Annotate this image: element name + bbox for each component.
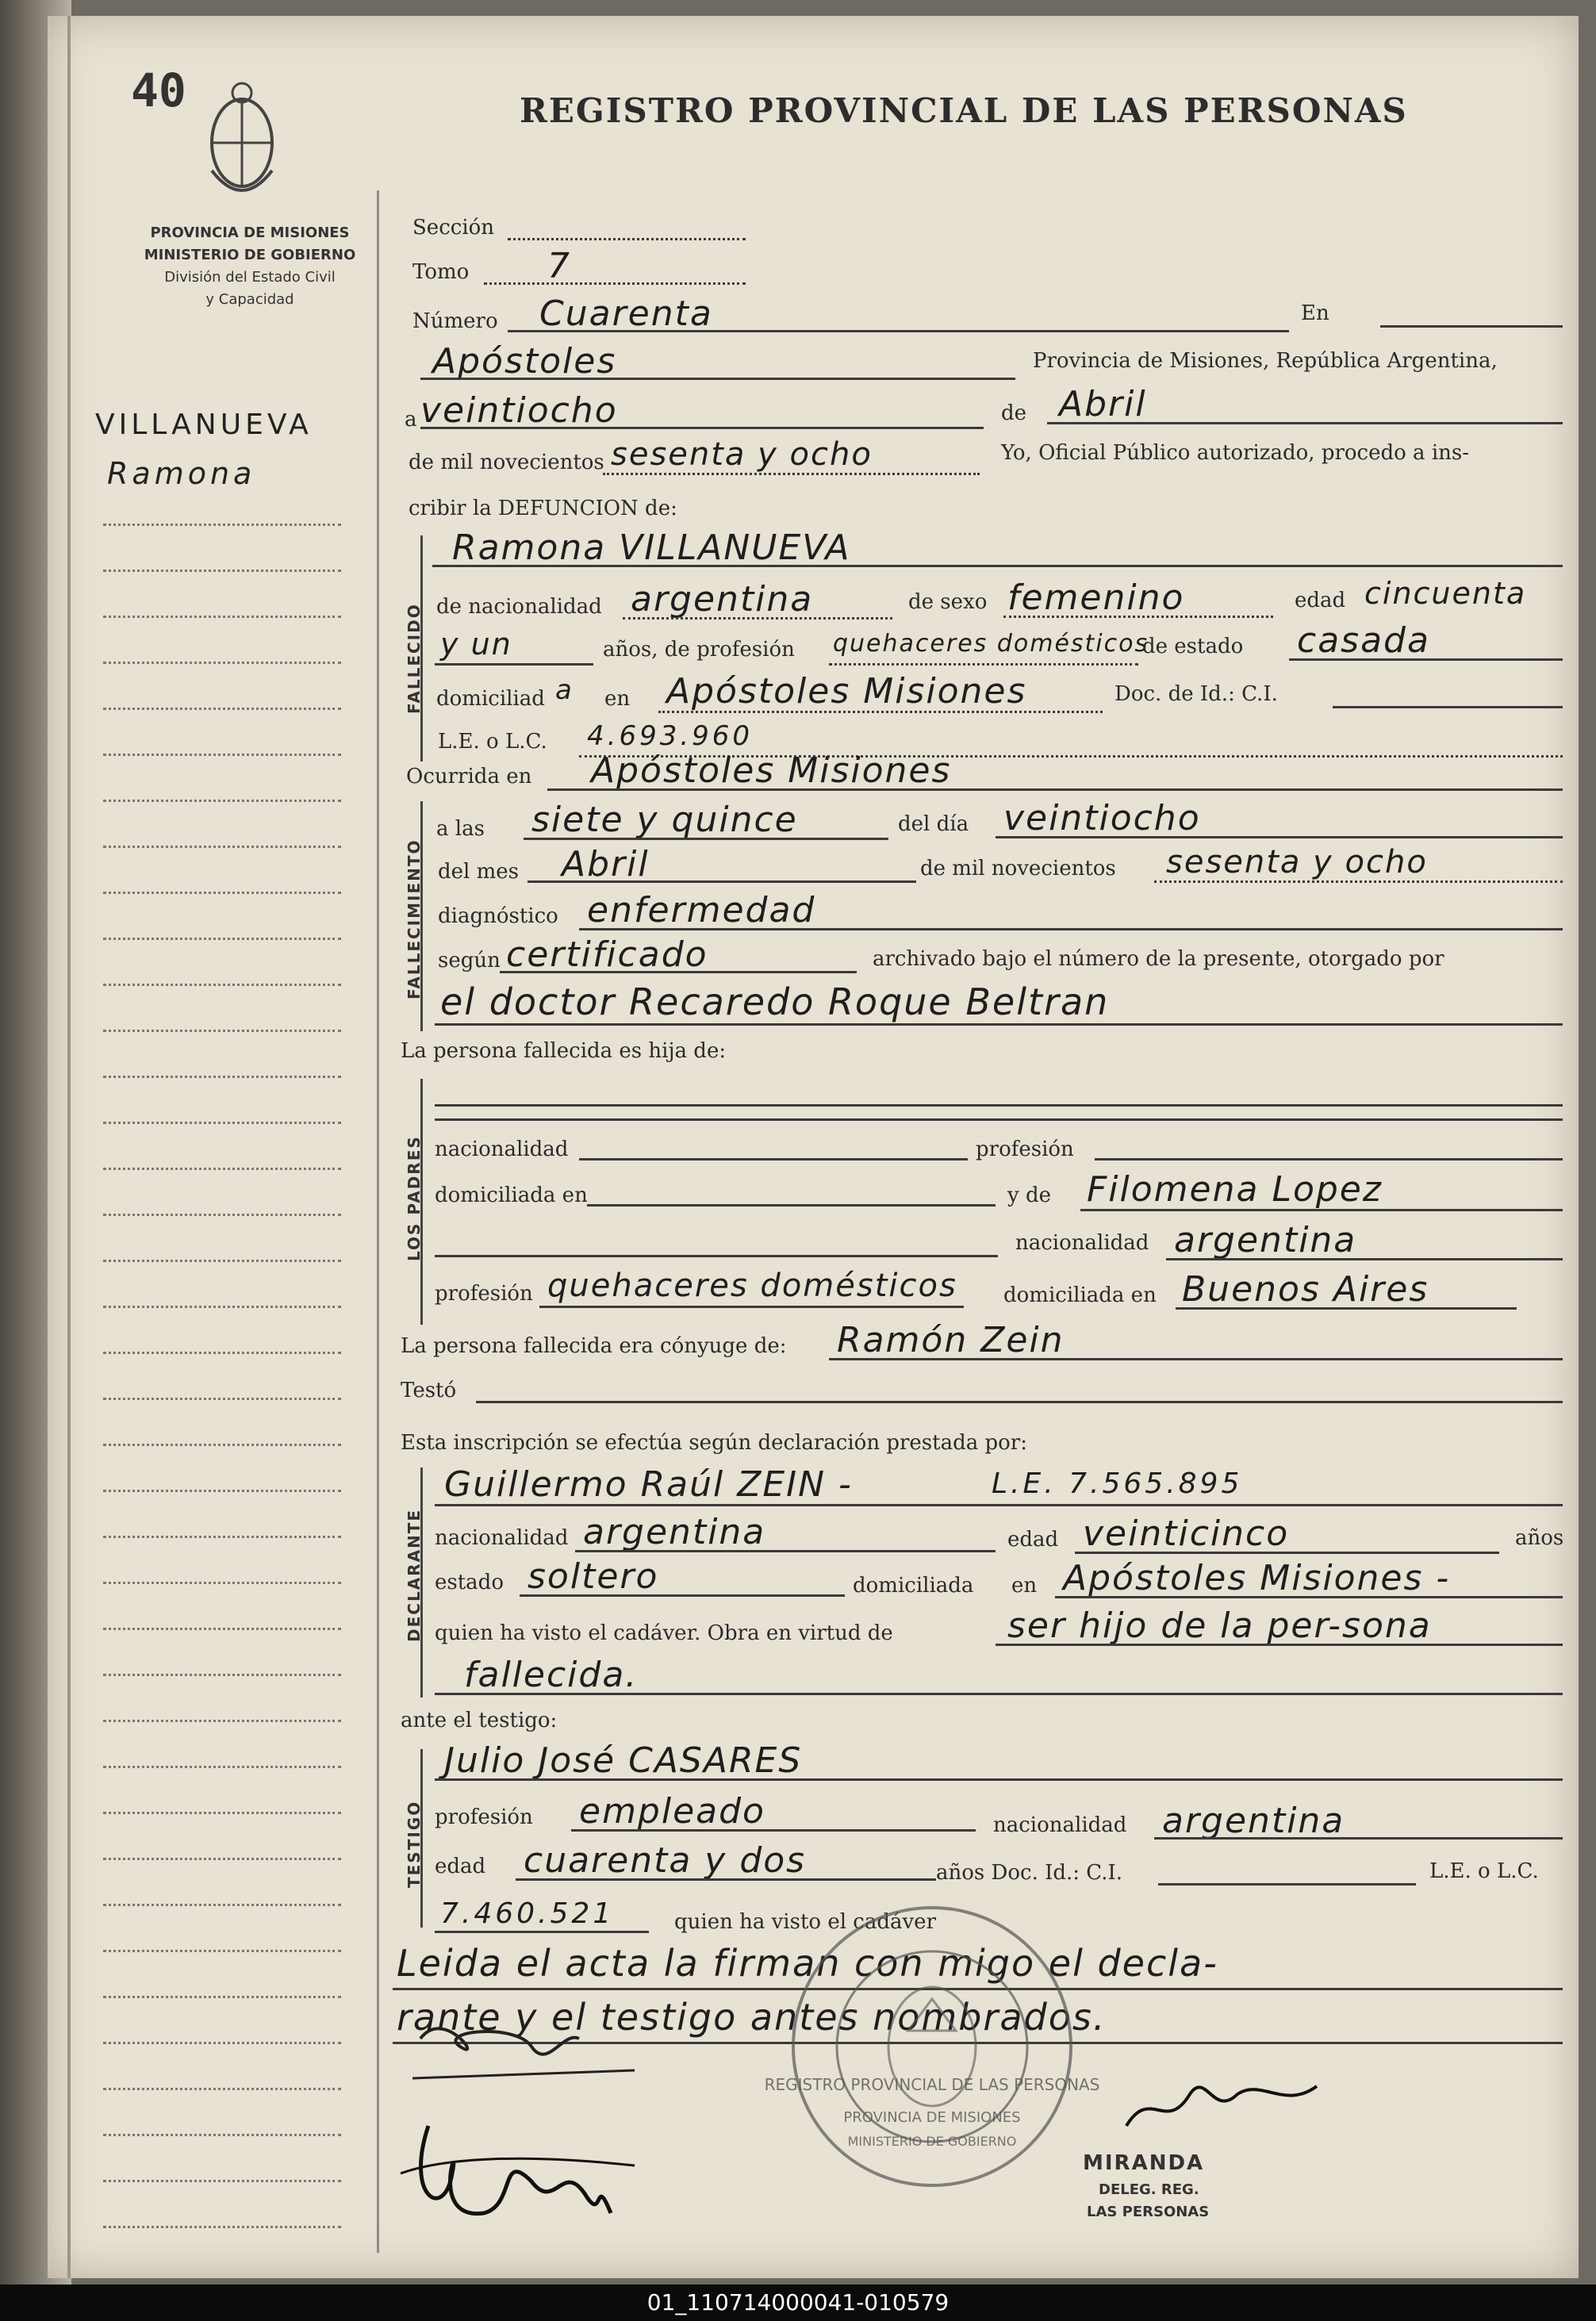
testigo-profesion-value: empleado	[579, 1791, 765, 1832]
doctor-line	[435, 1023, 1563, 1026]
a-label: a	[405, 408, 417, 432]
year-value: sesenta y ocho	[611, 436, 873, 473]
sidebar-ruled-line	[103, 662, 341, 664]
place-value: Apóstoles	[432, 341, 617, 382]
page-title: REGISTRO PROVINCIAL DE LAS PERSONAS	[520, 91, 1408, 130]
declarante-domiciliada-label: domiciliada	[853, 1574, 974, 1598]
place-line	[420, 378, 1015, 380]
year-line	[603, 473, 980, 475]
conyuge-value: Ramón Zein	[837, 1320, 1065, 1360]
declarante-edad-value: veinticinco	[1083, 1513, 1290, 1554]
declarante-nacionalidad-value: argentina	[583, 1512, 766, 1552]
diagnostico-label: diagnóstico	[438, 904, 558, 928]
testigo-anos-doc-label: años Doc. Id.: C.I.	[936, 1861, 1123, 1885]
sexo-value: femenino	[1007, 577, 1185, 618]
testo-line	[476, 1401, 1563, 1403]
sidebar-ruled-line	[103, 524, 341, 526]
de-label: de	[1001, 401, 1027, 425]
org-line: División del Estado Civil	[164, 269, 336, 286]
archivado-text: archivado bajo el número de la presente, otorgado por	[873, 947, 1444, 971]
sidebar-ruled-line	[103, 1674, 341, 1676]
testigo-doc-line	[1158, 1883, 1416, 1886]
declarante-edad-label: edad	[1007, 1528, 1059, 1552]
sidebar-ruled-line	[103, 2042, 341, 2044]
image-footer: 01_110714000041-010579	[0, 2285, 1596, 2321]
testigo-doc-value-line	[435, 1931, 649, 1933]
sidebar-ruled-line	[103, 1076, 341, 1078]
domicilio-line	[658, 711, 1103, 713]
declarante-estado-label: estado	[435, 1571, 504, 1594]
official-signature	[1079, 2062, 1460, 2158]
hora-value: siete y quince	[531, 800, 798, 840]
anio-value: sesenta y ocho	[1166, 844, 1428, 880]
testigo-name: Julio José CASARES	[444, 1740, 803, 1781]
madre-value: Filomena Lopez	[1087, 1169, 1383, 1210]
profesion-line	[829, 663, 1138, 666]
declarante-signature	[420, 2028, 579, 2054]
org-line: y Capacidad	[205, 291, 294, 308]
testigo-visto-label: quien ha visto el cadáver	[674, 1910, 937, 1934]
sidebar-ruled-line	[103, 2134, 341, 2136]
fallecimiento-section-label: FALLECIMIENTO	[405, 838, 424, 999]
declarante-name-line	[435, 1504, 1563, 1506]
coat-of-arms-icon	[202, 75, 282, 210]
testigo-profesion-label: profesión	[435, 1805, 533, 1829]
testigo-profesion-line	[571, 1829, 976, 1832]
sidebar-ruled-line	[103, 938, 341, 940]
padre-name-line	[435, 1104, 1563, 1107]
testigo-edad-label: edad	[435, 1855, 486, 1878]
anio-label: de mil novecientos	[920, 857, 1116, 880]
sidebar-ruled-line	[103, 1260, 341, 1262]
fallecido-section-label: FALLECIDO	[405, 603, 424, 714]
org-line: PROVINCIA DE MISIONES	[150, 224, 350, 241]
domicilio-label: domiciliad	[436, 687, 545, 711]
conyuge-label: La persona fallecida era cónyuge de:	[401, 1334, 787, 1358]
padres-domiciliada2-label: domiciliada en	[1003, 1283, 1157, 1307]
testigo-doc-value: 7.460.521	[440, 1897, 615, 1930]
tomo-label: Tomo	[412, 260, 470, 284]
nacionalidad-label: de nacionalidad	[436, 595, 602, 619]
sidebar-ruled-line	[103, 1122, 341, 1124]
sidebar-ruled-line	[103, 1352, 341, 1354]
declarante-visto-line-2	[435, 1693, 1563, 1695]
padres-nacionalidad2-line	[1166, 1258, 1563, 1260]
ocurrida-value: Apóstoles Misiones	[591, 750, 952, 791]
testigo-nacionalidad-label: nacionalidad	[993, 1813, 1127, 1837]
testo-label: Testó	[401, 1379, 457, 1402]
dia-label: del día	[898, 812, 969, 836]
padres-profesion2-value: quehaceres domésticos	[547, 1268, 957, 1304]
padres-blank-line	[435, 1255, 998, 1257]
domicilio-en-label: en	[604, 687, 631, 711]
doc-line	[1333, 706, 1563, 708]
declarante-estado-line	[520, 1594, 845, 1597]
declarante-le: L.E. 7.565.895	[992, 1467, 1243, 1500]
official-text: Yo, Oficial Público autorizado, procedo a ins-	[1001, 441, 1470, 465]
sidebar-ruled-line	[103, 1766, 341, 1768]
testigo-section-label: TESTIGO	[405, 1800, 424, 1888]
declarante-name: Guillermo Raúl ZEIN -	[444, 1464, 853, 1505]
conyuge-line	[829, 1358, 1563, 1360]
day-line	[420, 427, 984, 429]
sidebar-ruled-line	[103, 616, 341, 618]
issuing-organization	[119, 222, 381, 311]
declarante-intro: Esta inscripción se efectúa según declaración prestada por:	[401, 1431, 1027, 1455]
diagnostico-line	[579, 928, 1563, 930]
fallecido-name-line	[432, 565, 1563, 567]
dia-value: veintiocho	[1003, 798, 1201, 838]
madre-line	[1080, 1209, 1563, 1211]
declarante-visto-value-2: fallecida.	[464, 1655, 639, 1695]
sidebar-ruled-line	[103, 1904, 341, 1906]
page-number: 40	[131, 63, 186, 117]
sidebar-ruled-line	[103, 2226, 341, 2228]
sidebar-ruled-line	[103, 1398, 341, 1400]
sidebar-ruled-line	[103, 892, 341, 894]
padres-domiciliada-label: domiciliada en	[435, 1184, 588, 1207]
day-value: veintiocho	[420, 390, 618, 431]
sidebar-ruled-line	[103, 708, 341, 710]
segun-value: certificado	[506, 934, 708, 975]
declarante-visto-line	[996, 1644, 1563, 1646]
sidebar-ruled-line	[103, 2180, 341, 2182]
seccion-label: Sección	[412, 216, 495, 240]
domicilio-value: Apóstoles Misiones	[666, 671, 1027, 712]
sexo-label: de sexo	[908, 590, 988, 614]
declarante-domiciliada-value: Apóstoles Misiones -	[1063, 1558, 1451, 1598]
declarante-en-label: en	[1011, 1574, 1038, 1598]
sidebar-ruled-line	[103, 1858, 341, 1860]
profesion-value: quehaceres domésticos	[833, 630, 1149, 658]
declarante-visto-value: ser hijo de la per-sona	[1007, 1606, 1432, 1646]
sidebar-given-name: Ramona	[107, 456, 256, 491]
declarante-nacionalidad-label: nacionalidad	[435, 1526, 569, 1550]
tomo-line	[484, 282, 746, 285]
hora-label: a las	[436, 817, 485, 841]
padres-nacionalidad-line	[579, 1158, 968, 1160]
numero-line	[508, 330, 1289, 332]
official-seal	[764, 1896, 1100, 2197]
padre-name-line-2	[435, 1118, 1563, 1121]
edad-value: cincuenta	[1364, 576, 1527, 611]
year-prefix: de mil novecientos	[409, 451, 604, 474]
sidebar-surname: VILLANUEVA	[95, 409, 313, 441]
sidebar-ruled-line	[103, 1628, 341, 1630]
testigo-nacionalidad-value: argentina	[1162, 1801, 1345, 1841]
binder-edge	[67, 16, 71, 2278]
sidebar-ruled-line	[103, 1950, 341, 1952]
anio-line	[1154, 880, 1563, 883]
month-value: Abril	[1059, 384, 1147, 424]
official-text-2: cribir la DEFUNCION de:	[409, 497, 677, 520]
sidebar-ruled-line	[103, 1214, 341, 1216]
sidebar-ruled-line	[103, 1444, 341, 1446]
padres-domiciliada-line	[587, 1204, 996, 1207]
sidebar-ruled-line	[103, 1582, 341, 1584]
dia-line	[996, 836, 1563, 838]
seal-ring-text-3: MINISTERIO DE GOBIERNO	[847, 2134, 1017, 2149]
segun-label: según	[438, 949, 501, 973]
sidebar-ruled-line	[103, 1812, 341, 1814]
padres-domiciliada2-value: Buenos Aires	[1182, 1269, 1429, 1310]
mes-line	[528, 880, 916, 883]
tomo-value: 7	[547, 246, 571, 286]
sidebar-ruled-line	[103, 1996, 341, 1998]
declarante-edad-line	[1075, 1552, 1499, 1554]
sidebar-ruled-line	[103, 1168, 341, 1170]
doc-label: Doc. de Id.: C.I.	[1115, 682, 1278, 706]
sidebar-ruled-line	[103, 1030, 341, 1032]
estado-value: casada	[1297, 620, 1430, 661]
testigo-intro: ante el testigo:	[401, 1709, 558, 1732]
padres-section-label: LOS PADRES	[405, 1135, 424, 1261]
official-sub-2: LAS PERSONAS	[1087, 2204, 1210, 2220]
estado-line	[1289, 658, 1563, 661]
hora-line	[524, 838, 888, 840]
sexo-line	[1003, 616, 1273, 618]
padres-nacionalidad2-label: nacionalidad	[1015, 1231, 1149, 1255]
padres-profesion-label: profesión	[976, 1137, 1074, 1161]
padres-profesion-line	[1095, 1158, 1563, 1160]
edad-label: edad	[1295, 589, 1346, 612]
declarante-estado-value: soltero	[528, 1556, 659, 1597]
padres-profesion2-line	[539, 1306, 964, 1308]
ocurrida-label: Ocurrida en	[406, 765, 532, 788]
mes-value: Abril	[562, 844, 650, 884]
declarante-visto-label: quien ha visto el cadáver. Obra en virtud de	[435, 1621, 893, 1645]
closing-line-2: rante y el testigo antes nombrados.	[397, 1996, 1107, 2039]
closing-line-1: Leida el acta la firman con migo el decla-	[397, 1942, 1218, 1985]
profesion-label: años, de profesión	[603, 638, 795, 662]
padres-domiciliada2-line	[1176, 1307, 1517, 1310]
declarante-anos-label: años	[1515, 1526, 1564, 1550]
padres-nacionalidad2-value: argentina	[1174, 1220, 1357, 1260]
signatures	[397, 2015, 658, 2253]
declarante-nacionalidad-line	[575, 1550, 996, 1552]
official-sub: DELEG. REG.	[1099, 2181, 1199, 2198]
seccion-line	[508, 238, 746, 240]
sidebar-divider	[377, 190, 379, 2253]
nacionalidad-value: argentina	[631, 579, 814, 620]
en-line	[1380, 325, 1563, 328]
seal-ring-text: REGISTRO PROVINCIAL DE LAS PERSONAS	[764, 2075, 1100, 2094]
edad-line-2	[435, 663, 593, 666]
le-value: 4.693.960	[587, 720, 754, 752]
testigo-nacionalidad-line	[1154, 1837, 1563, 1840]
sidebar-ruled-line	[103, 1536, 341, 1538]
testigo-edad-line	[516, 1878, 936, 1881]
sidebar-ruled-line	[103, 846, 341, 848]
org-line: MINISTERIO DE GOBIERNO	[144, 247, 356, 263]
domicilio-suffix: a	[555, 674, 574, 706]
padres-profesion2-label: profesión	[435, 1282, 533, 1306]
diagnostico-value: enfermedad	[587, 890, 816, 930]
numero-label: Número	[412, 309, 498, 333]
mes-label: del mes	[438, 860, 519, 884]
sidebar-ruled-line	[103, 800, 341, 802]
official-name: MIRANDA	[1083, 2151, 1205, 2175]
le-label: L.E. o L.C.	[438, 730, 547, 754]
declarante-domiciliada-line	[1055, 1596, 1563, 1598]
declarante-section-label: DECLARANTE	[405, 1508, 424, 1642]
sidebar-ruled-line	[103, 1306, 341, 1308]
doctor-value: el doctor Recaredo Roque Beltran	[440, 980, 1110, 1023]
testigo-le-label: L.E. o L.C.	[1429, 1859, 1539, 1883]
seal-ring-text-2: PROVINCIA DE MISIONES	[843, 2109, 1021, 2126]
numero-value: Cuarenta	[539, 293, 713, 334]
signature-underline	[412, 2070, 635, 2078]
sidebar-ruled-line	[103, 1720, 341, 1722]
edad-value-2: y un	[440, 627, 512, 662]
sidebar-ruled-line	[103, 1490, 341, 1492]
estado-label: de estado	[1142, 635, 1244, 658]
nacionalidad-line	[623, 617, 892, 620]
hija-label: La persona fallecida es hija de:	[401, 1039, 727, 1063]
testigo-name-line	[435, 1778, 1563, 1781]
ocurrida-line	[547, 788, 1563, 791]
segun-line	[500, 971, 857, 973]
padres-nacionalidad-label: nacionalidad	[435, 1137, 569, 1161]
y-de-label: y de	[1007, 1184, 1051, 1207]
month-line	[1047, 422, 1563, 424]
fallecido-name: Ramona VILLANUEVA	[452, 528, 851, 568]
en-label: En	[1301, 301, 1329, 325]
provincia-label: Provincia de Misiones, República Argentina,	[1033, 349, 1498, 373]
sidebar-ruled-line	[103, 754, 341, 756]
sidebar-ruled-line	[103, 570, 341, 572]
testigo-signature	[421, 2126, 611, 2214]
sidebar-ruled-line	[103, 2088, 341, 2090]
sidebar-ruled-line	[103, 984, 341, 986]
testigo-edad-value: cuarenta y dos	[524, 1840, 807, 1881]
